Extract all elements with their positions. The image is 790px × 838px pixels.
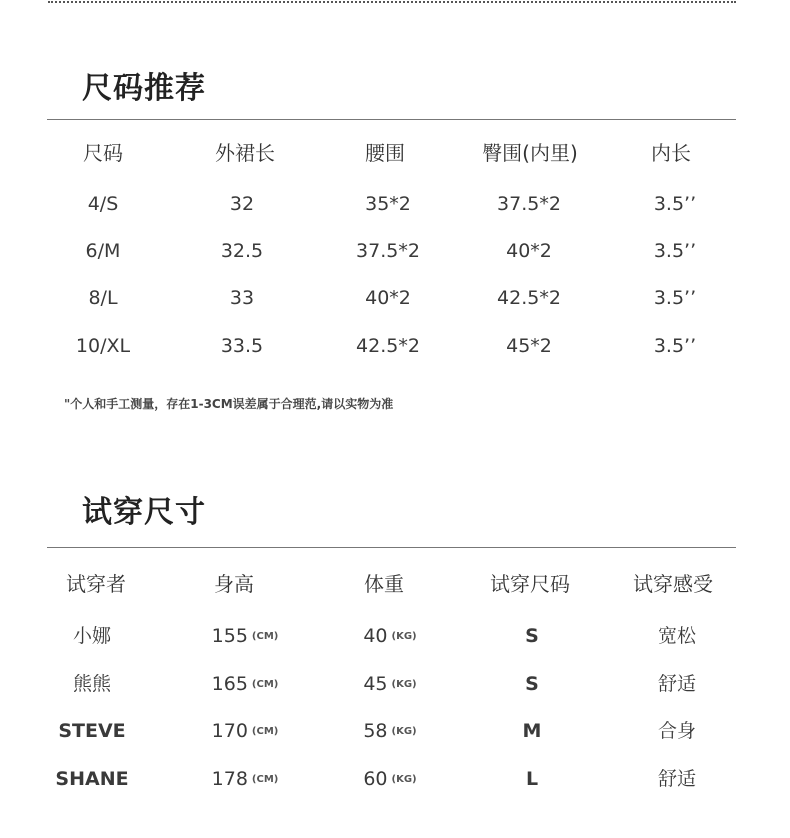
fit-section-rule [47,547,736,548]
fit-feel-cell: 舒适 [657,673,696,695]
header-skirt-length: 外裙长 [215,141,275,165]
header-tried-size: 试穿尺码 [490,572,570,596]
weight-unit: (KG) [391,631,417,642]
skirt-length-cell: 33 [229,287,255,309]
weight-value: 60 [363,768,388,790]
tried-size-cell: L [525,768,539,790]
weight-cell [310,621,470,652]
tester-name-cell: STEVE [58,720,126,742]
header-hip: 臀围(内里) [482,141,578,165]
weight-value: 58 [363,720,388,742]
size-table-header [0,138,790,168]
fit-feel-cell: 合身 [657,720,696,742]
waist-cell: 35*2 [365,193,411,215]
height-value: 170 [211,720,248,742]
inseam-cell: 3.5’’ [653,335,697,357]
height-cell [165,716,325,747]
table-row [0,189,790,219]
waist-cell: 42.5*2 [356,335,420,357]
header-tester: 试穿者 [66,572,126,596]
size-cell: 10/XL [75,335,131,357]
table-row [0,331,790,361]
size-cell: 8/L [88,287,118,309]
inseam-cell: 3.5’’ [653,287,697,309]
fit-feel-cell: 宽松 [657,625,696,647]
skirt-length-cell: 33.5 [220,335,264,357]
tester-name-cell: 小娜 [72,625,111,647]
table-row [0,621,790,651]
skirt-length-cell: 32 [229,193,255,215]
hip-cell: 45*2 [506,335,552,357]
height-cell [165,669,325,700]
size-section-title: 尺码推荐 [82,71,206,106]
tried-size-cell: S [525,625,539,647]
tried-size-cell: S [525,673,539,695]
height-cell [165,764,325,795]
inseam-cell: 3.5’’ [653,193,697,215]
weight-cell [310,669,470,700]
skirt-length-cell: 32.5 [220,240,264,262]
table-row [0,283,790,313]
weight-value: 45 [363,673,388,695]
hip-cell: 37.5*2 [497,193,561,215]
fit-section-title: 试穿尺寸 [82,495,206,530]
table-row [0,236,790,266]
fit-table-header [0,569,790,599]
size-cell: 6/M [85,240,121,262]
height-unit: (CM) [251,631,279,642]
header-weight: 体重 [364,572,404,596]
top-dotted-divider [48,1,736,3]
height-unit: (CM) [251,726,279,737]
size-section-rule [47,119,736,120]
header-size: 尺码 [83,141,123,165]
tester-name-cell: SHANE [55,768,129,790]
size-cell: 4/S [87,193,119,215]
table-row [0,669,790,699]
height-value: 178 [211,768,248,790]
fit-feel-cell: 舒适 [657,768,696,790]
height-cell [165,621,325,652]
header-height: 身高 [214,572,254,596]
height-unit: (CM) [251,679,279,690]
tried-size-cell: M [522,720,542,742]
table-row [0,764,790,794]
header-fit-feel: 试穿感受 [633,572,713,596]
header-waist: 腰围 [365,141,405,165]
height-unit: (CM) [251,774,279,785]
hip-cell: 42.5*2 [497,287,561,309]
header-inseam: 内长 [651,141,691,165]
measurement-note: "个人和手工测量，存在1-3CM误差属于合理范,请以实物为准 [64,397,394,411]
tester-name-cell: 熊熊 [72,673,111,695]
height-value: 155 [211,625,248,647]
waist-cell: 37.5*2 [356,240,420,262]
weight-unit: (KG) [391,774,417,785]
inseam-cell: 3.5’’ [653,240,697,262]
weight-unit: (KG) [391,726,417,737]
table-row [0,716,790,746]
hip-cell: 40*2 [506,240,552,262]
weight-cell [310,716,470,747]
weight-cell [310,764,470,795]
height-value: 165 [211,673,248,695]
weight-unit: (KG) [391,679,417,690]
weight-value: 40 [363,625,388,647]
waist-cell: 40*2 [365,287,411,309]
